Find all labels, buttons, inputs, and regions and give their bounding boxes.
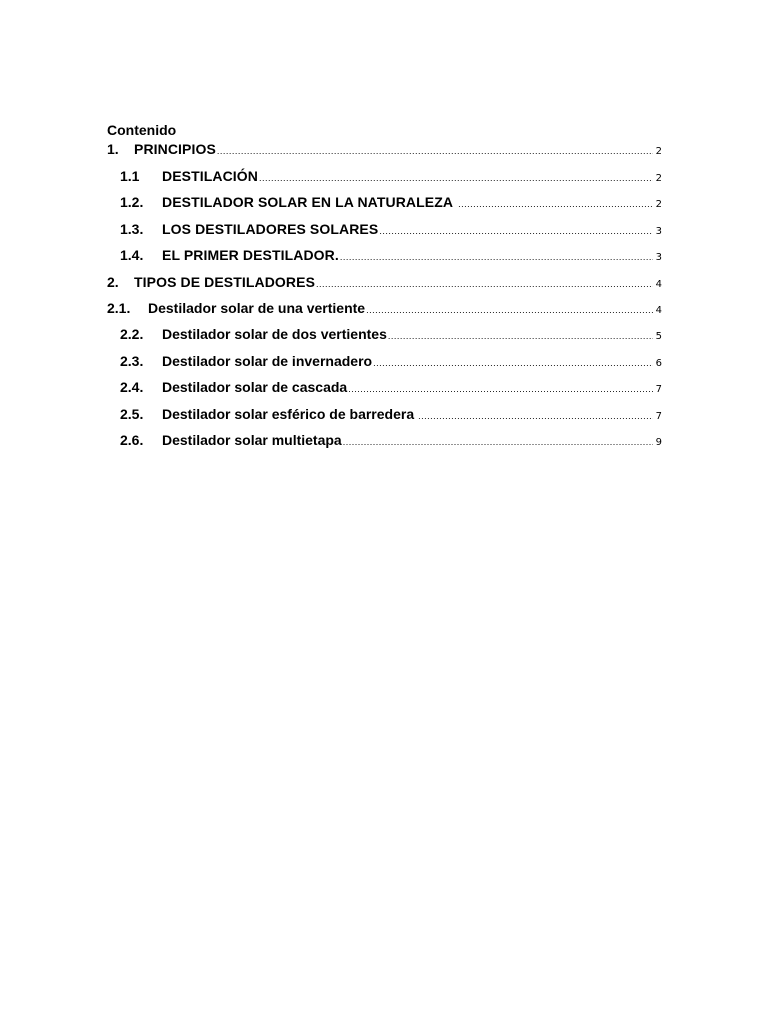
toc-entry-number: 1.4.: [120, 247, 144, 263]
toc-entry-tipos-destiladores[interactable]: [107, 272, 662, 292]
toc-dot-leader: [379, 221, 652, 241]
toc-entry-number: 2.: [107, 274, 119, 290]
toc-entry-title: PRINCIPIOS: [134, 141, 216, 157]
toc-entry-multietapa[interactable]: [120, 430, 662, 450]
toc-entry-esferico-barredera[interactable]: [120, 404, 662, 424]
toc-entry-una-vertiente[interactable]: [107, 298, 662, 318]
toc-entry-invernadero[interactable]: [120, 351, 662, 371]
toc-entry-destilacion[interactable]: [120, 166, 662, 186]
toc-entry-primer-destilador[interactable]: [120, 245, 662, 265]
toc-entry-page: 2: [655, 146, 662, 157]
toc-heading: Contenido: [107, 122, 177, 138]
toc-entry-principios[interactable]: [107, 139, 662, 159]
toc-entry-page: 3: [655, 226, 662, 237]
toc-entry-number: 2.5.: [120, 406, 144, 422]
toc-dot-leader: [418, 406, 653, 426]
toc-entry-title: Destilador solar de dos vertientes: [162, 326, 387, 342]
toc-entry-number: 2.2.: [120, 326, 144, 342]
toc-entry-cascada[interactable]: [120, 377, 662, 397]
toc-entry-title: Destilador solar de una vertiente: [148, 300, 366, 316]
toc-entry-number: 1.: [107, 141, 119, 157]
toc-entry-dos-vertientes[interactable]: [120, 324, 662, 344]
toc-dot-leader: [259, 168, 653, 188]
toc-entry-destilador-naturaleza[interactable]: [120, 192, 662, 212]
toc-entry-title: TIPOS DE DESTILADORES: [134, 274, 316, 290]
toc-dot-leader: [316, 274, 653, 294]
toc-dot-leader: [217, 141, 653, 161]
toc-dot-leader: [373, 353, 653, 373]
toc-entry-title: Destilador solar de invernadero: [162, 353, 373, 369]
toc-entry-number: 2.4.: [120, 379, 144, 395]
toc-entry-title: Destilador solar de cascada: [162, 379, 348, 395]
toc-dot-leader: [340, 247, 653, 267]
toc-dot-leader: [366, 300, 653, 320]
toc-entry-title: EL PRIMER DESTILADOR.: [162, 247, 339, 263]
toc-entry-page: 7: [655, 384, 662, 395]
toc-entry-number: 1.2.: [120, 194, 144, 210]
toc-entry-page: 3: [655, 252, 662, 263]
toc-entry-number: 1.1: [120, 168, 140, 184]
toc-dot-leader: [388, 326, 653, 346]
toc-entry-title: DESTILACIÓN: [162, 168, 258, 184]
toc-entry-page: 6: [655, 358, 662, 369]
toc-entry-number: 2.1.: [107, 300, 131, 316]
toc-entry-page: 5: [655, 331, 662, 342]
toc-entry-title: DESTILADOR SOLAR EN LA NATURALEZA: [162, 194, 454, 210]
toc-entry-page: 2: [655, 173, 662, 184]
toc-entry-page: 9: [655, 437, 662, 448]
toc-entry-page: 7: [655, 411, 662, 422]
toc-entry-page: 2: [655, 199, 662, 210]
toc-entry-page: 4: [655, 305, 662, 316]
toc-entry-title: Destilador solar esférico de barredera: [162, 406, 415, 422]
toc-entry-title: Destilador solar multietapa: [162, 432, 342, 448]
toc-entry-destiladores-solares[interactable]: [120, 219, 662, 239]
toc-dot-leader: [348, 379, 652, 399]
toc-entry-number: 2.6.: [120, 432, 144, 448]
toc-entry-page: 4: [655, 279, 662, 290]
toc-entry-number: 2.3.: [120, 353, 144, 369]
toc-entry-number: 1.3.: [120, 221, 144, 237]
toc-dot-leader: [343, 432, 653, 452]
toc-dot-leader: [458, 194, 653, 214]
toc-entry-title: LOS DESTILADORES SOLARES: [162, 221, 379, 237]
